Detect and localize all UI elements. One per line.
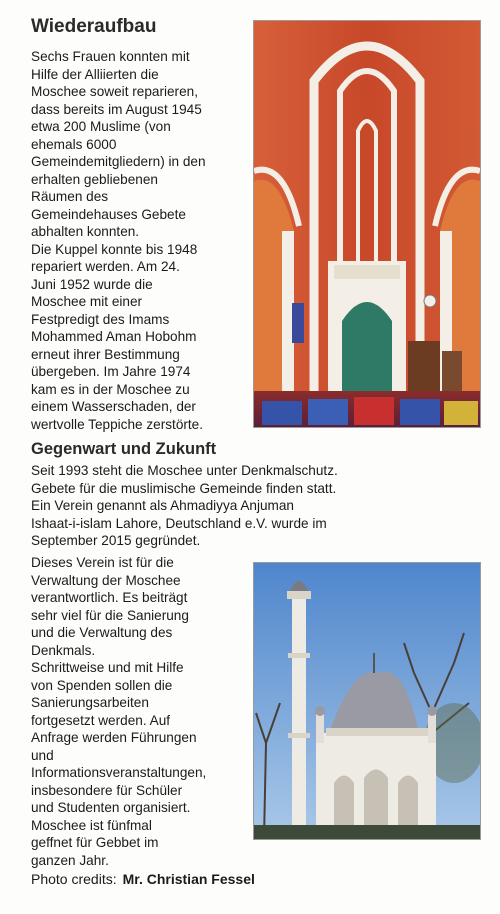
gegenwart-paragraph — [31, 554, 246, 869]
text-line: Juni 1952 wurde die — [31, 276, 153, 292]
text-line: Ein Verein genannt als Ahmadiyya Anjuman — [31, 498, 294, 513]
text-line: wertvolle Teppiche zerstörte. — [31, 416, 204, 432]
text-line: Sechs Frauen konnten mit — [31, 49, 190, 64]
text-line: Hilfe der Alliierten die — [31, 66, 159, 82]
text-line: Moschee soweit reparieren, — [31, 84, 198, 99]
text-line: Gemeindemitgliedern) in den — [31, 154, 206, 169]
text-line: Sanierungsarbeiten — [31, 695, 149, 710]
text-line: Anfrage werden Führungen — [31, 730, 197, 745]
text-line: übergeben. Im Jahre 1974 — [31, 364, 191, 379]
mosque-exterior-photo — [253, 562, 481, 840]
text-line: und — [31, 747, 54, 763]
text-line: Moschee ist fünfmal — [31, 817, 152, 833]
text-line: repariert werden. Am 24. — [31, 259, 180, 274]
text-line: Mohammed Aman Hobohm — [31, 329, 197, 344]
heading-gegenwart-und-zukunft: Gegenwart und Zukunft — [31, 440, 217, 458]
text-line: geffnet für Gebbet im — [31, 835, 159, 850]
text-line: Die Kuppel konnte bis 1948 — [31, 241, 198, 257]
text-line: abhalten konnten. — [31, 224, 140, 239]
gegenwart-intro-paragraph — [31, 462, 471, 550]
text-line: und Studenten organisiert. — [31, 800, 191, 815]
text-line: Moschee mit einer — [31, 294, 143, 309]
text-line: Schrittweise und mit Hilfe — [31, 660, 184, 675]
text-line: Ishaat-i-islam Lahore, Deutschland e.V. wurde im — [31, 515, 327, 531]
text-line: kam es in der Moschee zu — [31, 381, 190, 397]
text-line: ganzen Jahr. — [31, 852, 109, 868]
text-line: ehemals 6000 — [31, 136, 117, 152]
text-line: dass bereits im August 1945 — [31, 101, 202, 117]
text-line: verantwortlich. Es beiträgt — [31, 590, 188, 605]
photo-credits-label: Photo credits: — [31, 871, 117, 887]
text-line: von Spenden sollen die — [31, 677, 173, 693]
text-line: erneut ihrer Bestimmung — [31, 346, 180, 362]
text-line: erhalten gebliebenen — [31, 171, 158, 187]
text-line: Dieses Verein ist für die — [31, 555, 174, 570]
photo-credits-name: Mr. Christian Fessel — [122, 871, 255, 887]
text-line: Gebete für die muslimische Gemeinde finden statt. — [31, 480, 337, 496]
text-line: und die Verwaltung des — [31, 625, 173, 640]
mosque-interior-photo — [253, 20, 481, 428]
text-line: Verwaltung der Moschee — [31, 572, 181, 588]
text-line: sehr viel für die Sanierung — [31, 607, 189, 623]
wiederaufbau-paragraph — [31, 48, 249, 433]
text-line: Gemeindehauses Gebete — [31, 206, 186, 222]
text-line: Seit 1993 steht die Moschee unter Denkmalschutz. — [31, 463, 338, 478]
text-line: Denkmals. — [31, 642, 96, 658]
text-line: einem Wasserschaden, der — [31, 399, 196, 414]
text-line: insbesondere für Schüler — [31, 782, 183, 798]
text-line: Informationsveranstaltungen, — [31, 765, 207, 780]
text-line: Festpredigt des Imams — [31, 311, 170, 327]
photo-credits — [31, 871, 255, 887]
heading-wiederaufbau: Wiederaufbau — [31, 16, 157, 37]
text-line: etwa 200 Muslime (von — [31, 119, 171, 134]
text-line: September 2015 gegründet. — [31, 533, 201, 548]
text-line: fortgesetzt werden. Auf — [31, 712, 171, 728]
text-line: Räumen des — [31, 189, 109, 204]
